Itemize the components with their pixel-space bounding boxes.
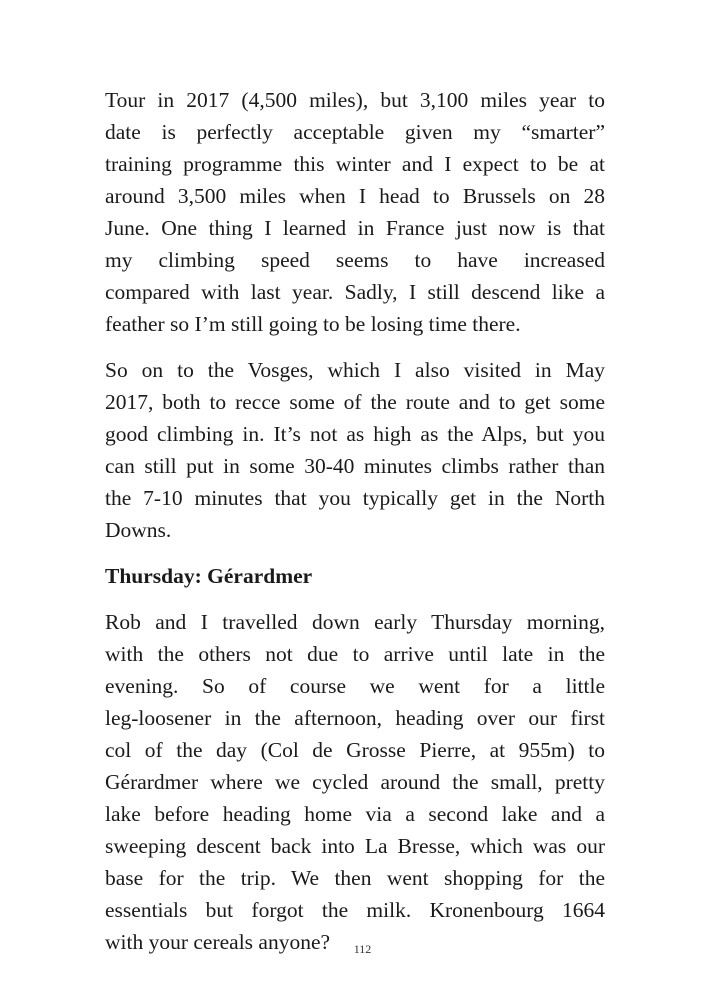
text-line: leg-loosener in the afternoon, heading over our first — [105, 706, 605, 730]
text-line: training programme this winter and I expect to be at — [105, 152, 605, 176]
text-line: sweeping descent back into La Bresse, which was our — [105, 834, 605, 858]
text-line: Tour in 2017 (4,500 miles), but 3,100 miles year to — [105, 88, 605, 112]
text-line: can still put in some 30-40 minutes climbs rather than — [105, 454, 605, 478]
text-line: evening. So of course we went for a little — [105, 674, 605, 698]
text-line: lake before heading home via a second lake and a — [105, 802, 605, 826]
page-number: 112 — [353, 942, 372, 956]
text-line: col of the day (Col de Grosse Pierre, at 955m) to — [105, 738, 605, 762]
paragraph-2 — [105, 354, 605, 546]
text-line: compared with last year. Sadly, I still descend like a — [105, 280, 605, 304]
page-body — [105, 84, 605, 972]
text-line: date is perfectly acceptable given my “smarter” — [105, 120, 605, 144]
paragraph-3 — [105, 606, 605, 958]
section-heading: Thursday: Gérardmer — [105, 564, 313, 588]
text-line: good climbing in. It’s not as high as the Alps, but you — [105, 422, 605, 446]
paragraph-1 — [105, 84, 605, 340]
text-line: So on to the Vosges, which I also visited in May — [105, 358, 605, 382]
text-line: with the others not due to arrive until late in the — [105, 642, 605, 666]
text-line: around 3,500 miles when I head to Brussels on 28 — [105, 184, 605, 208]
text-line: base for the trip. We then went shopping for the — [105, 866, 605, 890]
text-line: my climbing speed seems to have increased — [105, 248, 605, 272]
text-line: Downs. — [105, 518, 172, 542]
text-line: Rob and I travelled down early Thursday morning, — [105, 610, 605, 634]
text-line: with your cereals anyone? — [105, 930, 331, 954]
text-line: Gérardmer where we cycled around the small, pretty — [105, 770, 605, 794]
text-line: the 7-10 minutes that you typically get in the North — [105, 486, 605, 510]
text-line: essentials but forgot the milk. Kronenbourg 1664 — [105, 898, 605, 922]
text-line: feather so I’m still going to be losing time there. — [105, 312, 521, 336]
text-line: June. One thing I learned in France just now is that — [105, 216, 605, 240]
text-line: 2017, both to recce some of the route and to get some — [105, 390, 605, 414]
